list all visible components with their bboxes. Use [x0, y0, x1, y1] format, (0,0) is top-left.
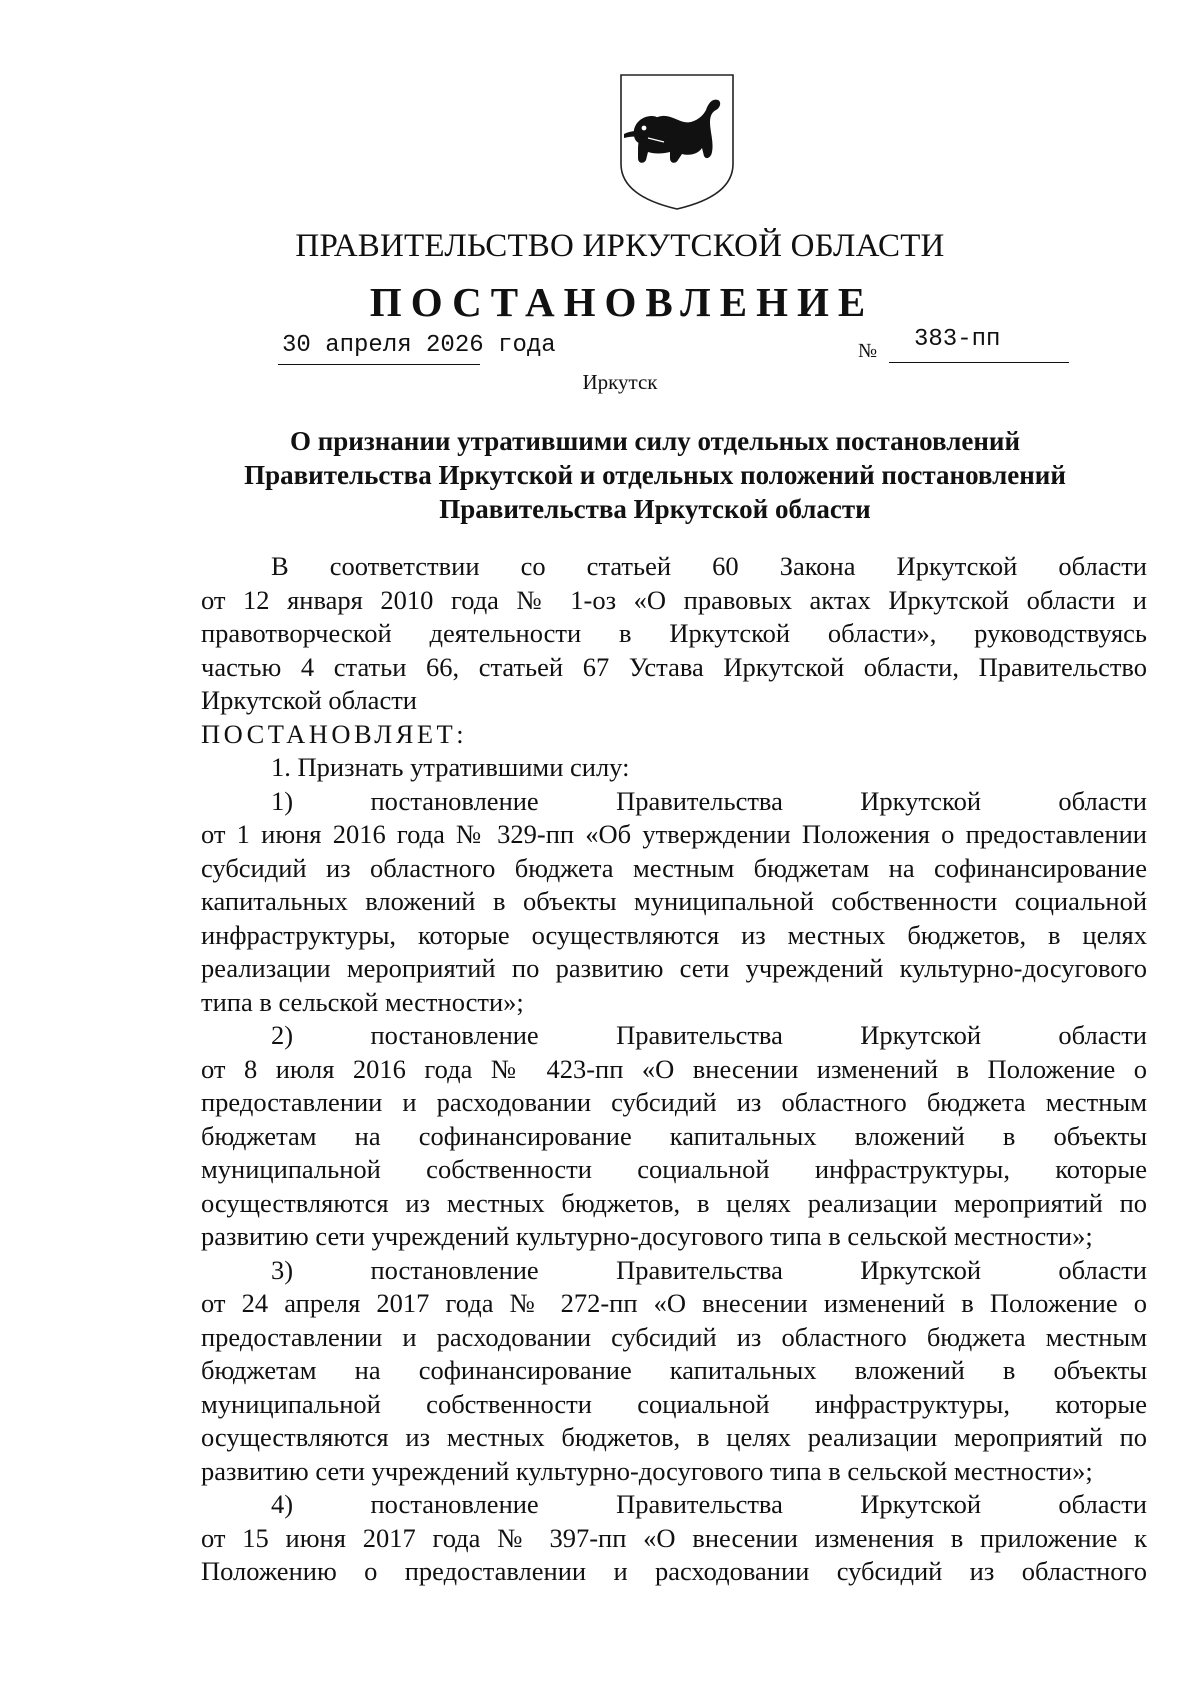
number-underline — [889, 362, 1069, 363]
government-title: ПРАВИТЕЛЬСТВО ИРКУТСКОЙ ОБЛАСТИ — [295, 228, 945, 264]
city-name: Иркутск — [582, 370, 658, 394]
preamble-line: Иркутской области — [201, 685, 417, 715]
item-line: муниципальной собственности социальной инфраструктуры, которые — [201, 1388, 1147, 1419]
document-kind-title: ПОСТАНОВЛЕНИЕ — [369, 279, 875, 325]
preamble-line: правотворческой деятельности в Иркутской области», руководствуясь — [201, 618, 1147, 648]
decree-word: ПОСТАНОВЛЯЕТ: — [201, 718, 468, 749]
item-line: 3) постановление Правительства Иркутской области — [271, 1254, 1147, 1285]
item-line: инфраструктуры, которые осуществляются из местных бюджетов, в целях — [201, 919, 1147, 950]
item-line: бюджетам на софинансирование капитальных вложений в объекты — [201, 1355, 1147, 1385]
document-date: 30 апреля 2026 года — [282, 332, 556, 359]
preamble-line: В соответствии со статьей 60 Закона Иркутской области — [271, 551, 1147, 581]
item-line: от 24 апреля 2017 года № 272-пп «О внесении изменений в Положение о — [201, 1288, 1147, 1318]
item-line: от 1 июня 2016 года № 329-пп «Об утверждении Положения о предоставлении — [201, 819, 1147, 849]
item-line: Положению о предоставлении и расходовании субсидий из областного — [201, 1556, 1147, 1586]
item-line: от 8 июля 2016 года № 423-пп «О внесении изменений в Положение о — [201, 1053, 1147, 1084]
item-line: развитию сети учреждений культурно-досугового типа в сельской местности»; — [201, 1455, 1093, 1486]
item-line: бюджетам на софинансирование капитальных вложений в объекты — [201, 1120, 1147, 1151]
document-heading — [200, 424, 1110, 526]
heading-line: О признании утратившими силу отдельных постановлений — [289, 426, 1021, 456]
item-line: типа в сельской местности»; — [201, 986, 524, 1017]
coat-of-arms-emblem — [618, 72, 736, 212]
document-number: 383-пп — [914, 326, 1001, 353]
item-line: осуществляются из местных бюджетов, в целях реализации мероприятий по — [201, 1187, 1147, 1218]
item-line: капитальных вложений в объекты муниципальной собственности социальной — [201, 886, 1147, 916]
item-line: предоставлении и расходовании субсидий из областного бюджета местным — [201, 1321, 1147, 1352]
date-underline — [278, 364, 480, 365]
item-line: предоставлении и расходовании субсидий из областного бюджета местным — [201, 1087, 1147, 1117]
item-line: реализации мероприятий по развитию сети учреждений культурно-досугового — [201, 953, 1147, 983]
item-line: развитию сети учреждений культурно-досугового типа в сельской местности»; — [201, 1221, 1093, 1251]
preamble-line: частью 4 статьи 66, статьей 67 Устава Иркутской области, Правительство — [201, 651, 1147, 682]
item-line: 4) постановление Правительства Иркутской области — [271, 1489, 1147, 1519]
item-line: от 15 июня 2017 года № 397-пп «О внесении изменения в приложение к — [201, 1522, 1147, 1553]
coat-of-arms-icon — [618, 72, 736, 212]
item-line: 2) постановление Правительства Иркутской области — [271, 1020, 1147, 1050]
heading-line: Правительства Иркутской области — [439, 494, 871, 524]
item-line: муниципальной собственности социальной инфраструктуры, которые — [201, 1154, 1147, 1184]
number-label: № — [858, 340, 878, 362]
heading-line: Правительства Иркутской и отдельных положений постановлений — [244, 460, 1066, 490]
document-body — [201, 550, 1147, 1589]
clause-1: 1. Признать утратившими силу: — [271, 752, 630, 782]
preamble-line: от 12 января 2010 года № 1-оз «О правовых актах Иркутской области и — [201, 584, 1147, 615]
item-line: субсидий из областного бюджета местным бюджетам на софинансирование — [201, 852, 1147, 883]
item-line: осуществляются из местных бюджетов, в целях реализации мероприятий по — [201, 1422, 1147, 1452]
item-line: 1) постановление Правительства Иркутской области — [271, 785, 1147, 816]
